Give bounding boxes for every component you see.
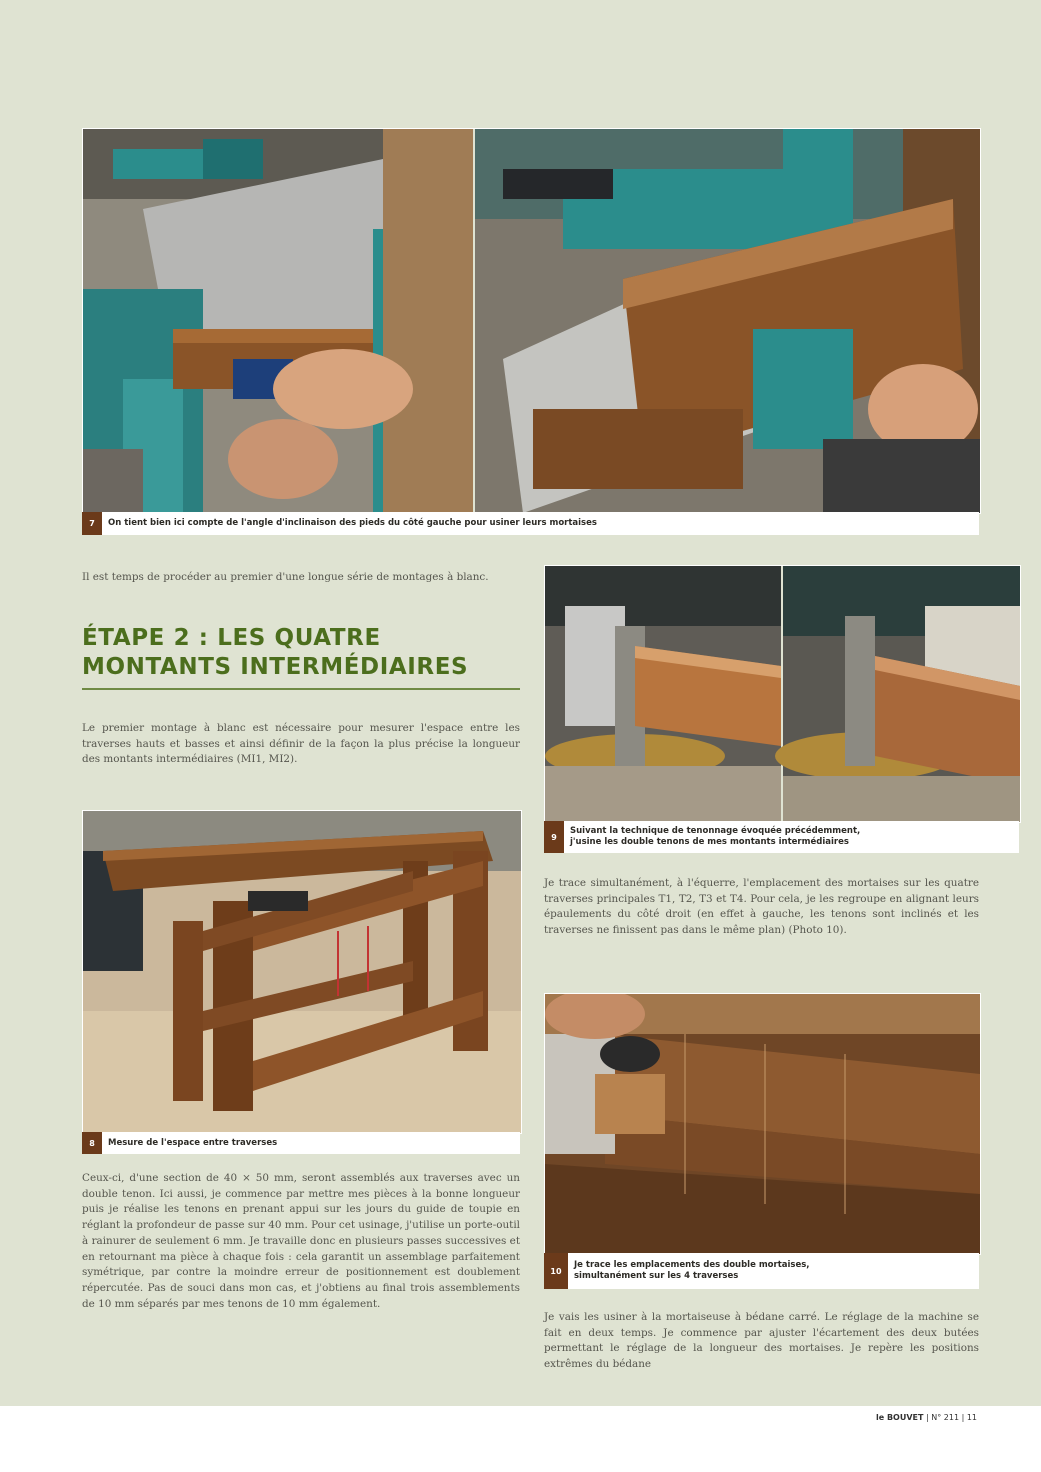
photo-8-caption-text: Mesure de l'espace entre traverses	[108, 1137, 278, 1148]
photo-10-caption-line-2: simultanément sur les 4 traverses	[574, 1271, 739, 1281]
photo-7-caption	[82, 512, 979, 535]
photo-10-number: 10	[544, 1253, 568, 1289]
issue-and-page: | N° 211 | 11	[926, 1413, 977, 1422]
intro-paragraph: Il est temps de procéder au premier d'une longue série de montages à blanc.	[82, 571, 489, 583]
photo-10	[544, 993, 981, 1255]
photo-10-caption-text	[574, 1260, 810, 1282]
page-footer	[876, 1413, 977, 1422]
photo-9	[544, 565, 1021, 823]
photo-10-caption	[544, 1253, 979, 1289]
paragraph-right-1: Je trace simultanément, à l'équerre, l'emplacement des mortaises sur les quatre traverses principales T1, T2, T3 et T4. Pour cela, je les regroupe en alignant leurs épaulements du côté droit (en effet à gauche, les tenons sont inclinés et les traverses ne finissent pas dans le même plan) (Photo 10).	[544, 877, 979, 937]
photo-9-number: 9	[544, 821, 564, 853]
photo-7-number: 7	[82, 512, 102, 535]
magazine-name: le BOUVET	[875, 1413, 924, 1422]
photo-8	[82, 810, 522, 1134]
photo-9-caption-line-1: Suivant la technique de tenonnage évoquée précédemment,	[570, 826, 861, 836]
photo-7-caption-text: On tient bien ici compte de l'angle d'inclinaison des pieds du côté gauche pour usiner leurs mortaises	[108, 518, 597, 528]
photo-9-caption-text	[570, 826, 860, 848]
paragraph-left-2: Ceux-ci, d'une section de 40 × 50 mm, seront assemblés aux traverses avec un double tenon. Ici aussi, je commence par mettre mes pièces à la bonne longueur puis je réalise les tenons en prenant appui sur les jours du guide de toupie en réglant la profondeur de passe sur 40 mm. Pour cet usinage, j'utilise un porte-outil à rainurer de seulement 6 mm. Je travaille donc en plusieurs passes successives et en retournant ma pièce à chaque fois : cela garantit un assemblage parfaitement symétrique, par contre la moindre erreur de positionnement est doublement répercutée. Pas de souci dans mon cas, et j'obtiens au final trois assemblements de 10 mm séparés par mes tenons de 10 mm également.	[82, 1172, 520, 1310]
photo-7	[82, 128, 981, 514]
photo-8-number: 8	[82, 1132, 102, 1154]
section-heading-line-2: MONTANTS INTERMÉDIAIRES	[82, 654, 469, 680]
heading-underline	[82, 688, 520, 690]
photo-8-caption	[82, 1132, 520, 1154]
paragraph-right-2: Je vais les usiner à la mortaiseuse à bédane carré. Le réglage de la machine se fait en deux temps. Je commence par ajuster l'écartement des deux butées permettant le réglage de la longueur des mortaises. Je repère les positions extrêmes du bédane	[544, 1311, 979, 1371]
photo-10-caption-line-1: Je trace les emplacements des double mortaises,	[574, 1260, 810, 1270]
paragraph-left-1: Le premier montage à blanc est nécessaire pour mesurer l'espace entre les traverses hauts et basses et ainsi définir de la façon la plus précise la longueur des montants intermédiaires (MI1, MI2).	[82, 722, 520, 766]
section-heading-line-1: ÉTAPE 2 : LES QUATRE	[82, 625, 381, 651]
section-heading	[82, 624, 522, 682]
photo-9-caption-line-2: j'usine les double tenons de mes montants intermédiaires	[570, 837, 849, 847]
photo-9-caption	[544, 821, 1019, 853]
